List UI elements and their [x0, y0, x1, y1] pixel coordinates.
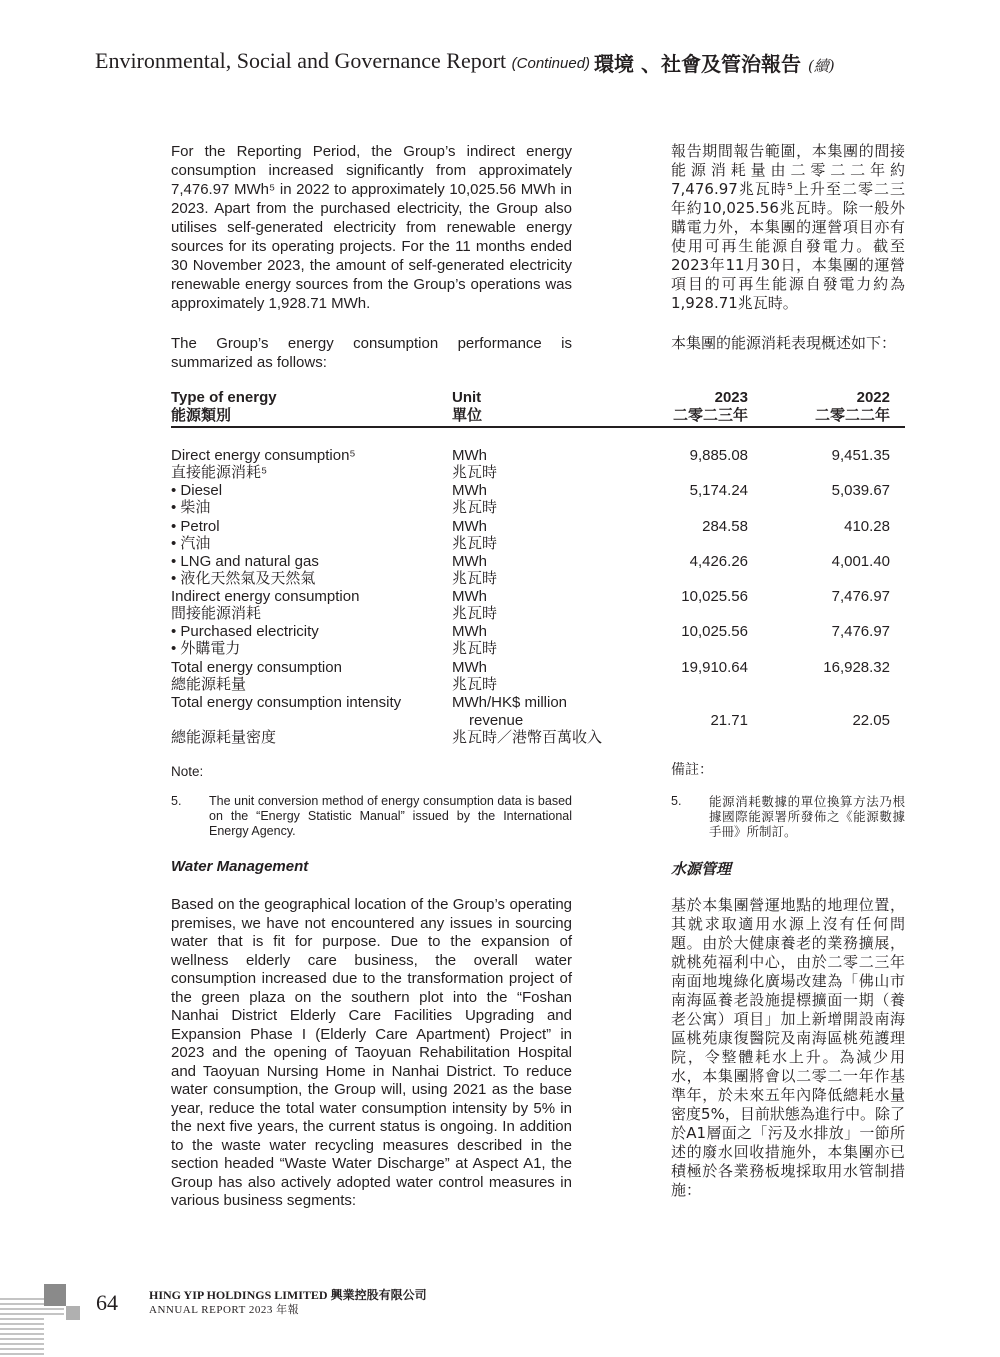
row-unit-en: MWh	[452, 482, 487, 499]
col-header-2022	[790, 389, 890, 425]
row-label-zh: • 液化天然氣及天然氣	[171, 570, 316, 587]
col-header-2022-zh: 二零二二年	[814, 407, 890, 424]
col-header-unit-zh: 單位	[452, 407, 483, 424]
col-header-type-en: Type of energy	[171, 389, 277, 406]
section-title-zh: 水源管理	[671, 860, 732, 878]
row-value-2022: 5,039.67	[831, 482, 890, 499]
paragraph-energy-en: For the Reporting Period, the Group’s indirect energy consumption increased significantly from approximately 7,476.97 MWh⁵ in 2022 to approximately 10,025.56 MWh in 2023. Apart from the purchased electricity, the Group also utilises self-generated electricity from renewable energy sources for its operating projects. For the 11 months ended 30 November 2023, the amount of self-generated electricity renewable energy sources from the Group’s operations was approximately 1,928.71 MWh.	[171, 143, 572, 312]
col-header-2023-zh: 二零二三年	[672, 407, 748, 424]
note-text-zh: 能源消耗數據的單位換算方法乃根據國際能源署所發佈之《能源數據手冊》所制訂。	[709, 794, 905, 839]
row-value-2023: 19,910.64	[681, 659, 748, 676]
row-value-2023: 10,025.56	[681, 588, 748, 605]
header-title-en	[95, 48, 590, 74]
row-label-en: • Purchased electricity	[171, 623, 319, 640]
footer-decoration	[0, 1278, 82, 1357]
row-value-2023: 21.71	[710, 712, 748, 729]
row-value-2023: 4,426.26	[689, 553, 748, 570]
col-header-type	[171, 389, 277, 425]
note-text-en: The unit conversion method of energy consumption data is based on the “Energy Statistic Manual” issued by the International Energy Agency.	[209, 794, 572, 838]
row-unit-en: MWh	[452, 623, 487, 640]
header-title-zh-text: 環境 、社會及管治報告	[594, 52, 801, 76]
row-label-zh: • 柴油	[171, 499, 211, 516]
row-unit-en: MWh	[452, 553, 487, 570]
row-unit-en: MWh	[452, 447, 487, 464]
row-unit-en: MWh/HK$ million	[452, 694, 568, 711]
row-value-2022: 7,476.97	[831, 588, 890, 605]
row-label-en: • Petrol	[171, 518, 220, 535]
row-unit-en: MWh	[452, 518, 487, 535]
row-label-en: Total energy consumption	[171, 659, 342, 676]
row-value-2023: 10,025.56	[681, 623, 748, 640]
row-value-2022: 16,928.32	[823, 659, 890, 676]
paragraph-water-en: Based on the geographical location of the Group’s operating premises, we have not encountered any issues in sourcing water that is fit for purpose. Due to the expansion of wellness elderly care business, the overall water consumption increased due to the transformation project of the green plaza on the southern plot into the “Foshan Nanhai District Elderly Care Facilities Upgrading and Expansion Phase I (Elderly Care Apartment) Project” in 2023 and the opening of Taoyuan Rehabilitation Hospital and Taoyuan Nursing Home in Nanhai District. To reduce water consumption, the Group will, using 2021 as the base year, reduce the total water consumption intensity by 5% in the next five years, the current status is ongoing. In addition to the waste water recycling measures described in the section headed “Waste Water Discharge” at Aspect A1, the Group has also actively adopted water control measures in various business segments:	[171, 896, 572, 1209]
row-unit-zh: 兆瓦時	[452, 676, 498, 693]
row-label-en: • Diesel	[171, 482, 223, 499]
page-number: 64	[96, 1290, 118, 1315]
row-value-2023: 9,885.08	[689, 447, 748, 464]
table-header-rule	[171, 426, 905, 428]
row-unit-zh: 兆瓦時	[452, 499, 498, 516]
row-unit-en: MWh	[452, 588, 487, 605]
row-value-2023: 284.58	[702, 518, 748, 535]
row-unit-zh: 兆瓦時	[452, 535, 498, 552]
paragraph-summary-zh: 本集團的能源消耗表現概述如下：	[671, 334, 897, 352]
header-title-zh	[594, 48, 835, 77]
section-title-en: Water Management	[171, 858, 309, 875]
row-unit-en: MWh	[452, 659, 487, 676]
col-header-2023-year: 2023	[714, 389, 748, 406]
row-unit-zh: 兆瓦時	[452, 605, 498, 622]
row-value-2022: 410.28	[844, 518, 890, 535]
row-value-2022: 9,451.35	[831, 447, 890, 464]
note-label-zh: 備註：	[671, 762, 713, 778]
header-continued-en: (Continued)	[511, 55, 591, 72]
header-continued-zh: (續)	[807, 57, 835, 75]
note-label-en: Note:	[171, 764, 204, 779]
row-label-zh: • 外購電力	[171, 640, 241, 657]
paragraph-summary-en: The Group’s energy consumption performance is summarized as follows:	[171, 335, 572, 371]
paragraph-water-zh: 基於本集團營運地點的地理位置，其就求取適用水源上沒有任何問題。由於大健康養老的業務擴展，就桃苑福利中心，由於二零二三年南面地塊綠化廣場改建為「佛山市南海區養老設施提標擴面一期（養老公寓）項目」加上新增開設南海區桃苑康復醫院及南海區桃苑護理院，令整體耗水上升。為減少用水，本集團將會以二零二一年作基準年，於未來五年內降低總耗水量密度5%，目前狀態為進行中。除了於A1層面之「污及水排放」一節所述的廢水回收措施外，本集團亦已積極於各業務板塊採取用水管制措施：	[671, 896, 905, 1199]
col-header-unit-en: Unit	[452, 389, 482, 406]
row-unit-zh: 兆瓦時	[452, 570, 498, 587]
row-unit-en-cont: revenue	[469, 712, 524, 729]
col-header-type-zh: 能源類別	[171, 407, 232, 424]
row-label-zh: 直接能源消耗⁵	[171, 464, 268, 481]
col-header-2023	[640, 389, 748, 425]
company-name: HING YIP HOLDINGS LIMITED 興業控股有限公司	[149, 1288, 427, 1302]
row-label-zh: 總能源耗量	[171, 676, 247, 693]
row-label-zh: • 汽油	[171, 535, 211, 552]
header-title-en-text: Environmental, Social and Governance Report	[95, 48, 507, 73]
note-number-en: 5.	[171, 794, 182, 808]
row-label-en: Direct energy consumption⁵	[171, 447, 356, 464]
col-header-2022-year: 2022	[856, 389, 890, 406]
row-value-2022: 22.05	[852, 712, 890, 729]
row-unit-zh: 兆瓦時	[452, 640, 498, 657]
row-value-2023: 5,174.24	[689, 482, 748, 499]
row-value-2022: 7,476.97	[831, 623, 890, 640]
row-value-2022: 4,001.40	[831, 553, 890, 570]
row-label-zh: 間接能源消耗	[171, 605, 262, 622]
row-label-en: • LNG and natural gas	[171, 553, 319, 570]
paragraph-energy-zh: 報告期間報告範圍，本集團的間接能源消耗量由二零二二年約7,476.97兆瓦時⁵上升至二零二三年約10,025.56兆瓦時。除一般外購電力外，本集團的運營項目亦有使用可再生能源自發電力。截至2023年11月30日，本集團的運營項目的可再生能源自發電力約為1,928.71兆瓦時。	[671, 142, 905, 312]
row-unit-zh: 兆瓦時	[452, 464, 498, 481]
note-number-zh: 5.	[671, 794, 682, 808]
col-header-unit	[452, 389, 482, 425]
row-unit-zh: 兆瓦時／港幣百萬收入	[452, 729, 603, 746]
row-label-en: Indirect energy consumption	[171, 588, 360, 605]
report-name: ANNUAL REPORT 2023 年報	[149, 1304, 300, 1316]
row-label-en: Total energy consumption intensity	[171, 694, 402, 711]
row-label-zh: 總能源耗量密度	[171, 729, 277, 746]
